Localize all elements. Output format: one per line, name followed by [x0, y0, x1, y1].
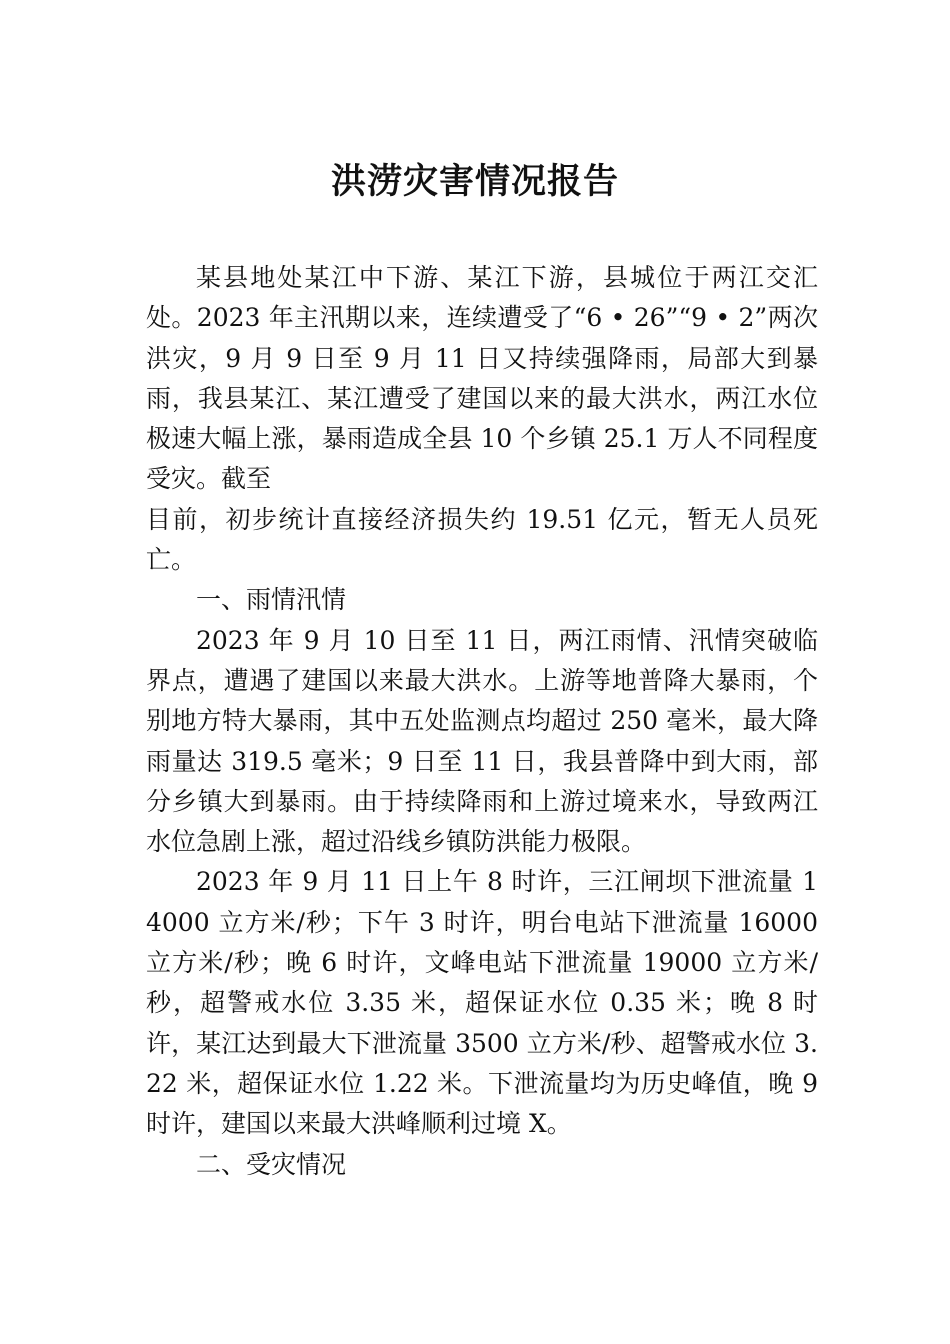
paragraph-intro: 某县地处某江中下游、某江下游，县城位于两江交汇处。2023 年主汛期以来，连续遭受了“6 • 26”“9 • 2”两次洪灾，9 月 9 日至 9 月 11 日又持续强降雨，局部大到暴雨，我县某江、某江遭受了建国以来的最大洪水，两江水位极速大幅上涨，暴雨造成全县 10 个乡镇 25.1 万人不同程度受灾。截至 — [146, 263, 818, 494]
section-heading-rainfall: 一、雨情汛情 — [196, 585, 347, 615]
paragraph-rainfall: 2023 年 9 月 10 日至 11 日，两江雨情、汛情突破临界点，遭遇了建国以来最大洪水。上游等地普降大暴雨，个别地方特大暴雨，其中五处监测点均超过 250 毫米，最大降雨量达 319.5 毫米；9 日至 11 日，我县普降中到大雨，部分乡镇大到暴雨。由于持续降雨和上游过境来水，导致两江水位急剧上涨，超过沿线乡镇防洪能力极限。 — [146, 625, 818, 857]
section-heading-disaster: 二、受灾情况 — [196, 1149, 347, 1179]
paragraph-intro-continued: 目前，初步统计直接经济损失约 19.51 亿元，暂无人员死亡。 — [146, 504, 818, 575]
document-title: 洪涝灾害情况报告 — [330, 161, 619, 202]
paragraph-discharge: 2023 年 9 月 11 日上午 8 时许，三江闸坝下泄流量 14000 立方米/秒；下午 3 时许，明台电站下泄流量 16000 立方米/秒；晚 6 时许，文峰电站下泄流量 19000 立方米/秒，超警戒水位 3.35 米，超保证水位 0.35 米；晚 8 时许，某江达到最大下泄流量 3500 立方米/秒、超警戒水位 3.22 米，超保证水位 1.22 米。下泄流量均为历史峰值，晚 9 时许，建国以来最大洪峰顺利过境 X。 — [146, 867, 818, 1139]
document-body — [146, 258, 818, 1185]
